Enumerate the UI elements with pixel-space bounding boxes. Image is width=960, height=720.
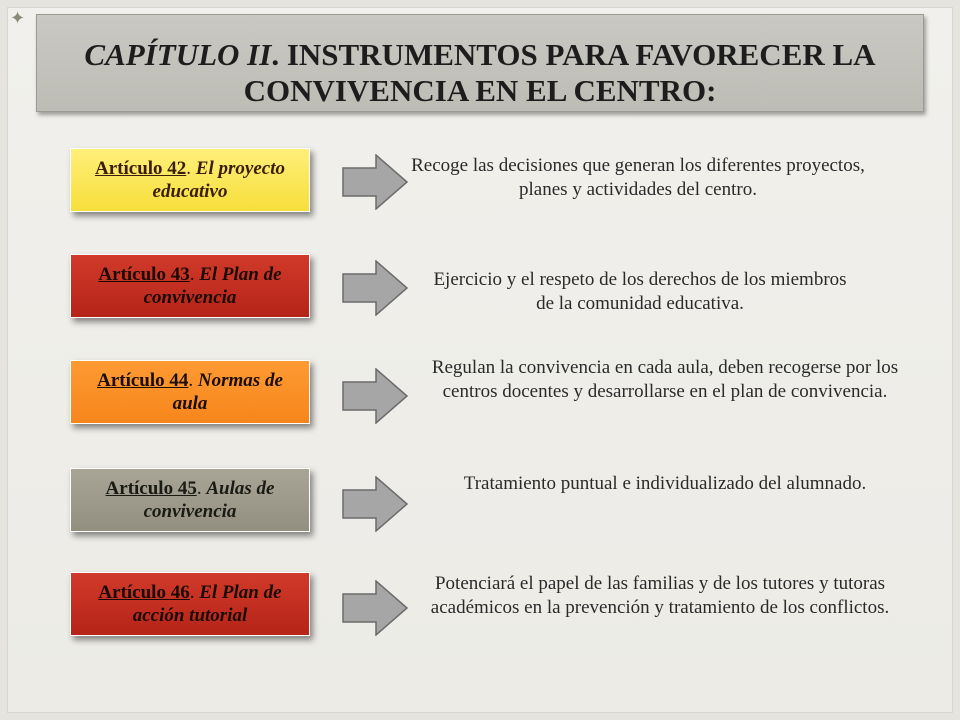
page-title xyxy=(37,37,923,109)
article-row-46 xyxy=(0,568,960,658)
article-box-44 xyxy=(70,360,310,424)
article-sep: . xyxy=(186,158,196,179)
article-name: Aulas de convivencia xyxy=(143,478,275,522)
article-name: El proyecto educativo xyxy=(152,158,285,202)
title-banner xyxy=(36,14,924,112)
article-description: Ejercicio y el respeto de los derechos de los miembros de la comunidad educativa. xyxy=(433,269,847,314)
article-sep: . xyxy=(189,264,200,285)
article-sep: . xyxy=(189,582,200,603)
title-line1: . INSTRUMENTOS PARA FAVORECER LA xyxy=(271,37,876,72)
article-description: Recoge las decisiones que generan los diferentes proyectos, planes y actividades del centro. xyxy=(411,155,865,200)
article-name: El Plan de convivencia xyxy=(143,264,282,308)
article-description: Potenciará el papel de las familias y de los tutores y tutoras académicos en la prevención y tratamiento de los conflictos. xyxy=(430,573,890,618)
article-row-42 xyxy=(0,142,960,232)
article-row-45 xyxy=(0,464,960,554)
article-description: Regulan la convivencia en cada aula, deben recogerse por los centros docentes y desarrollarse en el plan de convivencia. xyxy=(431,357,899,402)
article-number: Artículo 46 xyxy=(98,582,190,603)
right-arrow-icon xyxy=(342,260,408,316)
article-row-44 xyxy=(0,356,960,446)
article-number: Artículo 44 xyxy=(97,370,189,391)
title-chapter: CAPÍTULO II xyxy=(84,37,272,72)
right-arrow-icon xyxy=(342,580,408,636)
article-sep: . xyxy=(196,478,207,499)
four-point-star-icon: ✦ xyxy=(10,8,26,29)
article-number: Artículo 42 xyxy=(95,158,187,179)
article-box-46 xyxy=(70,572,310,636)
article-row-43 xyxy=(0,250,960,340)
article-number: Artículo 45 xyxy=(105,478,197,499)
article-number: Artículo 43 xyxy=(98,264,190,285)
article-name: Normas de aula xyxy=(172,370,283,414)
right-arrow-icon xyxy=(342,476,408,532)
right-arrow-icon xyxy=(342,368,408,424)
article-box-45 xyxy=(70,468,310,532)
article-box-42 xyxy=(70,148,310,212)
title-line2: CONVIVENCIA EN EL CENTRO: xyxy=(243,73,717,108)
article-sep: . xyxy=(188,370,198,391)
article-box-43 xyxy=(70,254,310,318)
article-name: El Plan de acción tutorial xyxy=(132,582,282,626)
article-description: Tratamiento puntual e individualizado del alumnado. xyxy=(463,473,867,494)
